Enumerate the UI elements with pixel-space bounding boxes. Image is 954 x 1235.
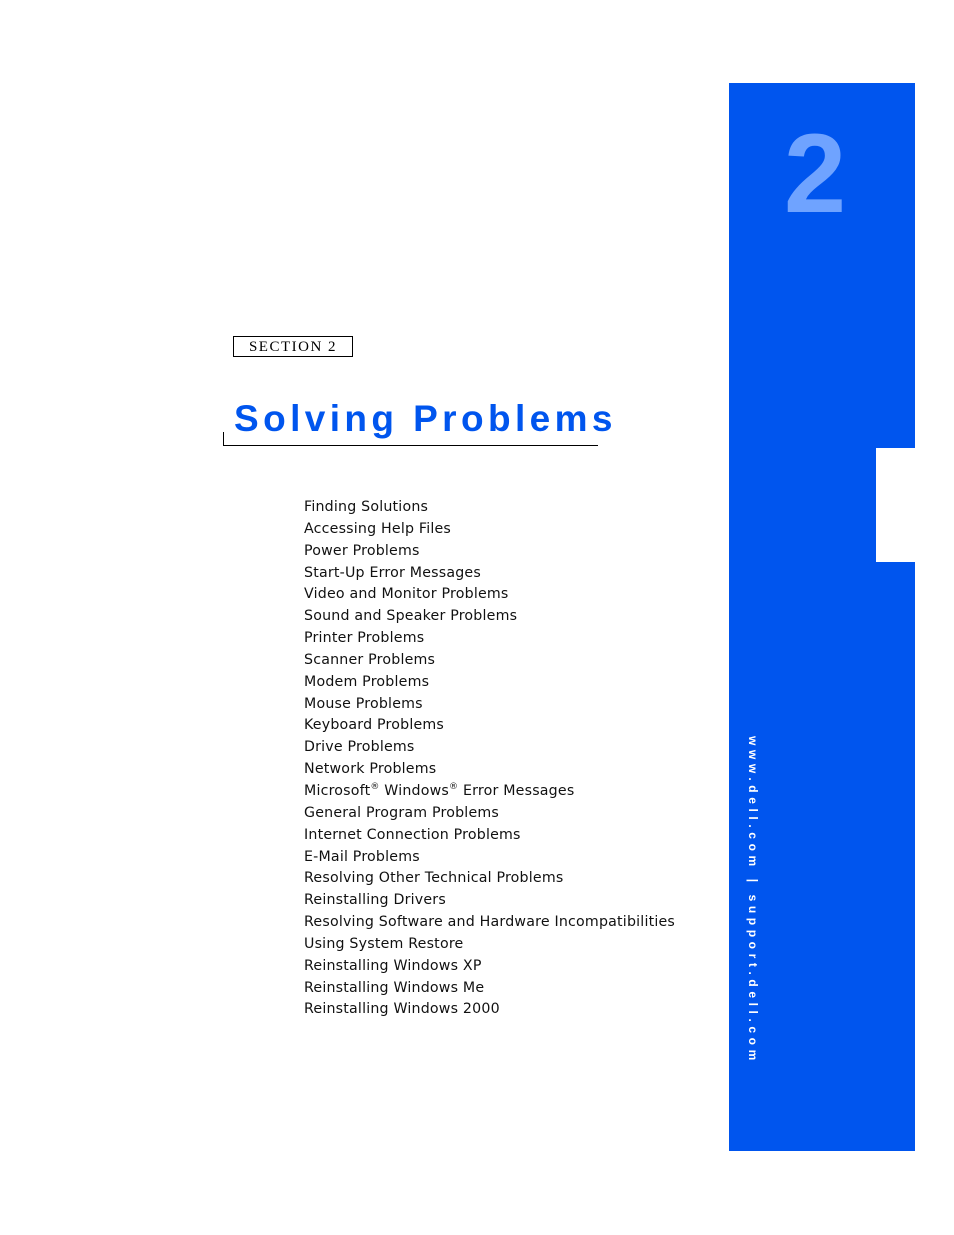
toc-item-drive-problems: Drive Problems: [304, 739, 415, 756]
toc-windows-text: Windows: [379, 782, 450, 799]
support-url-vertical: www.dell.com | support.dell.com: [746, 736, 760, 1065]
toc-item-reinstalling-drivers: Reinstalling Drivers: [304, 892, 446, 909]
chapter-tab-notch: [876, 448, 916, 562]
toc-item-printer-problems: Printer Problems: [304, 630, 425, 647]
toc-item-other-technical-problems: Resolving Other Technical Problems: [304, 870, 564, 887]
toc-item-windows-error-messages: [304, 781, 675, 803]
toc-item-email-problems: E-Mail Problems: [304, 848, 420, 865]
title-underline: [223, 445, 598, 446]
registered-mark: ®: [449, 781, 459, 792]
toc-item-internet-connection-problems: Internet Connection Problems: [304, 826, 521, 843]
toc-item-accessing-help-files: Accessing Help Files: [304, 520, 452, 537]
toc-item-system-restore: Using System Restore: [304, 935, 464, 952]
toc-item-reinstall-windows-2000: Reinstalling Windows 2000: [304, 1001, 500, 1018]
toc-item-finding-solutions: Finding Solutions: [304, 499, 429, 515]
toc-microsoft-text: Microsoft: [304, 782, 371, 799]
toc-item-mouse-problems: Mouse Problems: [304, 695, 423, 712]
toc-item-modem-problems: Modem Problems: [304, 673, 430, 690]
section-label: SECTION 2: [233, 336, 353, 357]
toc-error-messages-text: Error Messages: [458, 782, 575, 799]
toc-item-video-monitor-problems: Video and Monitor Problems: [304, 586, 509, 603]
toc-item-general-program-problems: General Program Problems: [304, 804, 499, 821]
chapter-number: 2: [783, 111, 847, 236]
toc-item-reinstall-windows-xp: Reinstalling Windows XP: [304, 957, 482, 974]
registered-mark: ®: [370, 781, 380, 792]
toc-item-software-hardware-incompatibilities: Resolving Software and Hardware Incompatibilities: [304, 914, 676, 931]
page-title: Solving Problems: [234, 398, 617, 439]
table-of-contents: [304, 497, 675, 1021]
toc-item-power-problems: Power Problems: [304, 542, 420, 559]
title-underline-tick: [223, 432, 224, 446]
toc-item-sound-speaker-problems: Sound and Speaker Problems: [304, 608, 518, 625]
toc-item-startup-error-messages: Start-Up Error Messages: [304, 564, 481, 581]
toc-item-reinstall-windows-me: Reinstalling Windows Me: [304, 979, 485, 996]
toc-item-scanner-problems: Scanner Problems: [304, 651, 436, 668]
toc-item-keyboard-problems: Keyboard Problems: [304, 717, 444, 734]
toc-item-network-problems: Network Problems: [304, 761, 437, 778]
